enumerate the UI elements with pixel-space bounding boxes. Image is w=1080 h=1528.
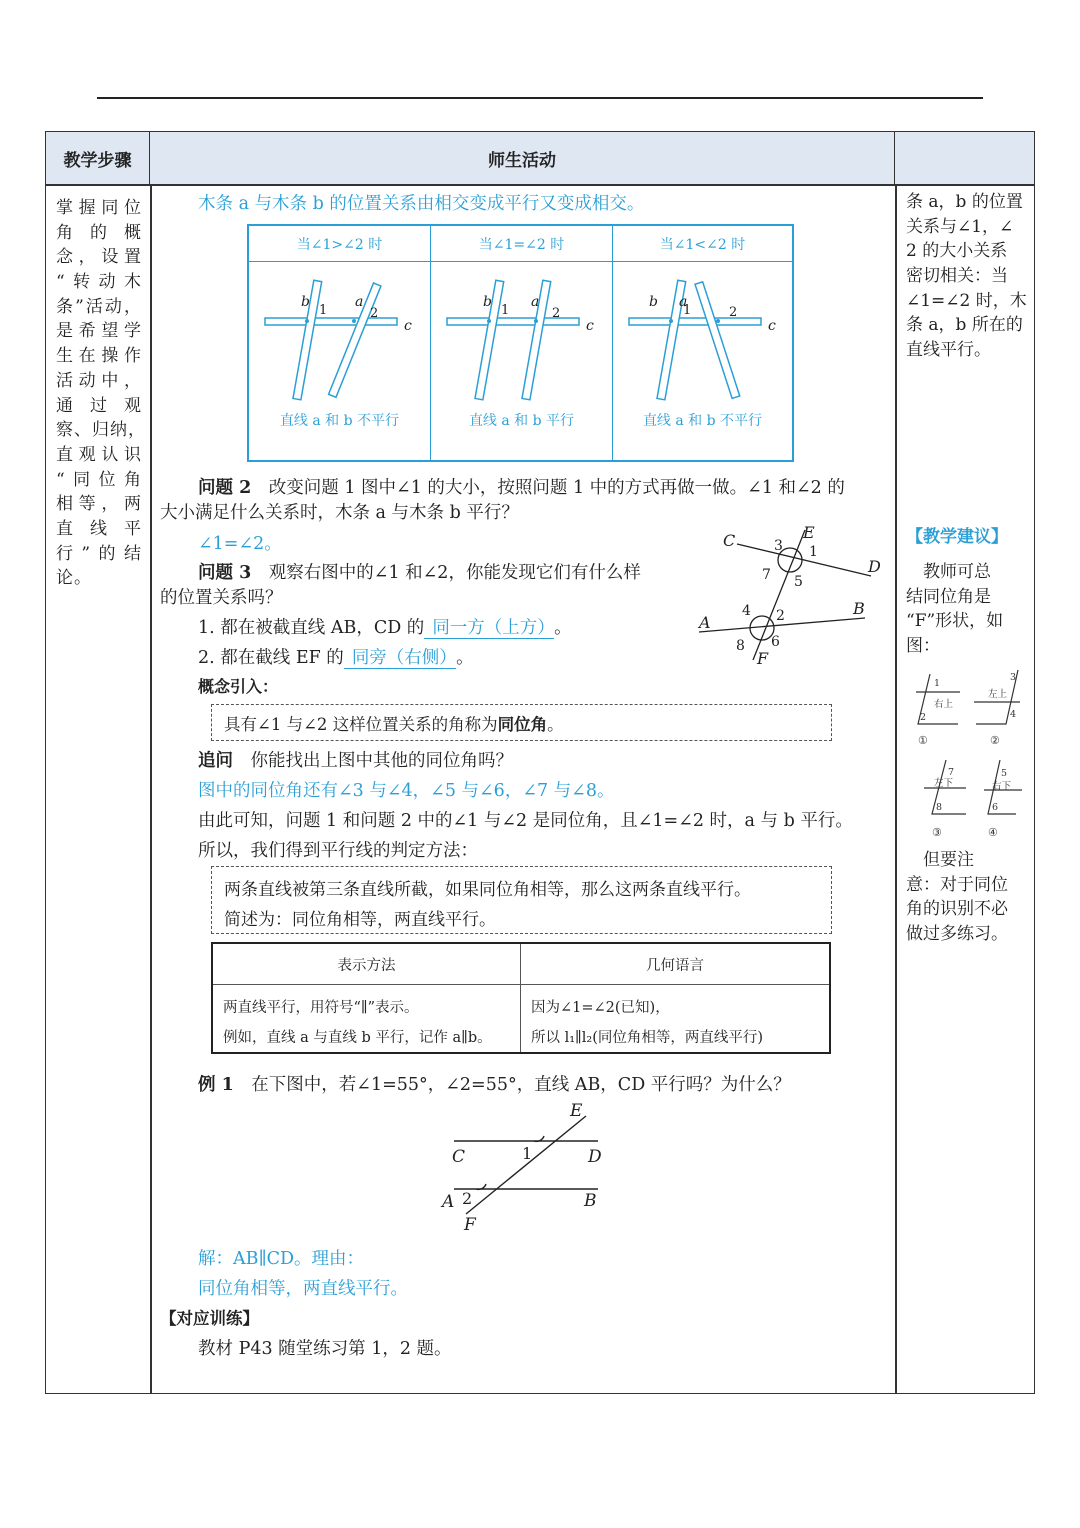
transversal-figure — [695, 522, 890, 672]
label-c: c — [768, 318, 776, 334]
column-divider-1 — [150, 184, 152, 1394]
example-figure — [438, 1096, 618, 1236]
point-a: A — [442, 1192, 455, 1212]
rotating-sticks-figure — [247, 224, 794, 462]
teaching-step-text — [56, 196, 146, 591]
label-a: a — [531, 294, 540, 310]
fig-number: ② — [990, 734, 1000, 747]
angle-1: 1 — [683, 303, 692, 318]
point-f: F — [757, 649, 769, 668]
left-line: 行”的结 — [56, 543, 142, 564]
fig-number: ④ — [988, 826, 998, 839]
question-2-answer: ∠1=∠2。 — [198, 534, 282, 554]
right-line: 密切相关：当 — [906, 266, 1008, 287]
right-line: 但要注 — [906, 850, 974, 870]
follow-up-label: 追问 — [198, 751, 233, 771]
label-a: a — [355, 294, 364, 310]
point-e: E — [570, 1101, 583, 1121]
fig-num: 6 — [992, 802, 999, 813]
point-c: C — [723, 531, 736, 550]
left-line: 直线平 — [56, 518, 142, 539]
left-line: 条”活动， — [56, 296, 142, 317]
concept-definition: 具有∠1 与∠2 这样位置关系的角称为 — [224, 715, 498, 734]
fig-cell — [613, 226, 792, 460]
fig-cell — [431, 226, 613, 460]
teaching-suggestion-title — [906, 525, 1028, 550]
left-line: “转动木 — [56, 272, 142, 293]
left-line: 通过观 — [56, 395, 142, 416]
example-label: 例 1 — [198, 1075, 234, 1095]
left-line: 念，设置 — [56, 247, 142, 268]
angle-5: 5 — [794, 574, 803, 590]
item-1-text: 1. 都在被截直线 AB，CD 的 — [198, 618, 425, 638]
follow-up — [198, 747, 513, 772]
right-line: 教师可总 — [906, 562, 991, 582]
angle-7: 7 — [762, 567, 771, 583]
intro-line: 木条 a 与木条 b 的位置关系由相交变成平行又变成相交。 — [198, 194, 645, 214]
label-a: a — [679, 294, 688, 310]
left-line: 角的概 — [56, 222, 142, 243]
left-line: 活动中， — [56, 370, 142, 391]
fig-caption: 直线 a 和 b 不平行 — [642, 413, 763, 429]
point-e: E — [803, 523, 815, 542]
fig-label: 右下 — [992, 781, 1012, 792]
sticks-diagram-3 — [613, 262, 792, 402]
item-1-answer: 同一方（上方） — [424, 618, 554, 639]
point-d: D — [588, 1147, 602, 1167]
fig-cell-head: 当∠1=∠2 时 — [431, 226, 612, 262]
right-line: 2 的大小关系 — [906, 241, 1008, 262]
fig-label: 左下 — [934, 778, 954, 789]
example-1 — [198, 1071, 791, 1096]
conclusion-2: 所以，我们得到平行线的判定方法： — [198, 841, 478, 861]
sticks-diagram-1 — [249, 262, 431, 402]
point-d: D — [868, 557, 881, 576]
question-3-item-2: 2. 都在截线 EF 的 同旁（右侧） 。 — [198, 648, 474, 668]
fig-num: 4 — [1010, 709, 1017, 720]
conclusion-1: 由此可知，问题 1 和问题 2 中的∠1 与∠2 是同位角，且∠1=∠2 时，a 与 b 平行。 — [198, 811, 853, 831]
follow-up-text: 你能找出上图中其他的同位角吗？ — [250, 751, 513, 771]
item-2-answer: 同旁（右侧） — [344, 648, 456, 669]
item-2-text: 2. 都在截线 EF 的 — [198, 648, 344, 668]
angle-1: 1 — [522, 1144, 533, 1163]
fig-cell-head: 当∠1<∠2 时 — [613, 226, 792, 262]
fig-num: 2 — [920, 712, 927, 723]
point-f: F — [464, 1215, 476, 1235]
point-b: B — [853, 599, 865, 618]
left-line: 是希望学 — [56, 321, 142, 342]
example-text: 在下图中，若∠1=55°，∠2=55°，直线 AB，CD 平行吗？为什么？ — [251, 1075, 791, 1095]
sticks-diagram-2 — [431, 262, 613, 402]
left-line: 掌握同位 — [56, 198, 142, 218]
fig-num: 1 — [934, 678, 941, 689]
fig-num: 3 — [1010, 672, 1017, 683]
notation-header-line — [213, 984, 829, 985]
angle-2: 2 — [462, 1189, 473, 1208]
angle-2: 2 — [370, 306, 379, 321]
point-b: B — [584, 1191, 597, 1211]
teaching-suggestion-text — [906, 560, 1028, 659]
right-line: 直线平行。 — [906, 340, 991, 361]
training-label: 【对应训练】 — [160, 1309, 259, 1328]
angle-1: 1 — [501, 303, 510, 318]
concept-label: 概念引入： — [198, 677, 279, 696]
right-line: 角的识别不必 — [906, 899, 1008, 920]
notation-cell-1b: 例如，直线 a 与直线 b 平行，记作 a∥b。 — [223, 1030, 492, 1046]
angle-1: 1 — [809, 544, 818, 560]
rule-line-1: 两条直线被第三条直线所截，如果同位角相等，那么这两条直线平行。 — [224, 880, 751, 900]
solution-line-1: 解：AB∥CD。理由： — [198, 1249, 365, 1269]
angle-2: 2 — [776, 608, 785, 624]
right-line: 条 a，b 的位置 — [906, 192, 1023, 212]
header-divider — [46, 184, 1034, 186]
left-line: 察、归纳， — [56, 420, 146, 441]
concept-box — [211, 704, 832, 741]
top-rule — [97, 97, 983, 99]
concept-text: 具有∠1 与∠2 这样位置关系的角称为同位角。 — [224, 715, 564, 734]
question-3-item-1: 1. 都在被截直线 AB，CD 的 同一方（上方） 。 — [198, 618, 572, 638]
right-line: 关系与∠1，∠ — [906, 216, 1014, 237]
concept-term: 同位角 — [497, 715, 548, 734]
left-line: 直观认识 — [56, 444, 142, 465]
right-line: 意：对于同位 — [906, 874, 1008, 895]
angle-2: 2 — [729, 305, 738, 320]
angle-2: 2 — [552, 306, 561, 321]
point-a: A — [699, 613, 711, 632]
rule-box — [211, 866, 832, 934]
question-2-text: 改变问题 1 图中∠1 的大小，按照问题 1 中的方式再做一做。∠1 和∠2 的 — [268, 478, 845, 498]
fig-label: 左上 — [988, 689, 1008, 700]
question-2 — [198, 474, 845, 499]
right-line: ∠1=∠2 时，木 — [906, 290, 1027, 311]
notation-cell-2a: 因为∠1=∠2(已知)， — [531, 1000, 670, 1016]
right-line: “F”形状，如 — [906, 611, 1004, 632]
fig-num: 8 — [936, 802, 943, 813]
header-notes — [895, 132, 1034, 184]
solution-line-2: 同位角相等，两直线平行。 — [198, 1279, 408, 1299]
fig-cell-head: 当∠1>∠2 时 — [249, 226, 430, 262]
fig-num: 7 — [948, 767, 955, 778]
fig-num: 5 — [1001, 768, 1008, 779]
left-line: 论。 — [56, 568, 92, 589]
question-2-label: 问题 2 — [198, 478, 252, 498]
label-b: b — [301, 294, 310, 310]
header-teaching-steps: 教学步骤 — [46, 132, 150, 184]
notation-cell-2b: 所以 l₁∥l₂(同位角相等，两直线平行) — [531, 1030, 764, 1046]
label-b: b — [483, 294, 492, 310]
notation-header-1: 表示方法 — [337, 957, 396, 974]
point-c: C — [452, 1147, 466, 1167]
suggest-title-text: 【教学建议】 — [906, 527, 1008, 547]
fig-caption: 直线 a 和 b 不平行 — [279, 413, 400, 429]
label-b: b — [649, 294, 658, 310]
question-3-line2: 的位置关系吗？ — [160, 588, 283, 608]
notation-header-2: 几何语言 — [646, 957, 704, 974]
right-line: 条 a，b 所在的 — [906, 315, 1023, 336]
label-c: c — [586, 318, 594, 334]
right-line: 图： — [906, 636, 940, 657]
question-3-text: 观察右图中的∠1 和∠2，你能发现它们有什么样 — [268, 563, 641, 583]
question-2-line2: 大小满足什么关系时，木条 a 与木条 b 平行？ — [160, 503, 519, 523]
notation-table — [211, 942, 831, 1054]
fig-cell — [249, 226, 431, 460]
follow-up-answer: 图中的同位角还有∠3 与∠4，∠5 与∠6，∠7 与∠8。 — [198, 781, 615, 801]
right-note-bottom — [906, 848, 1028, 947]
left-line: “同位角 — [56, 469, 142, 490]
right-note-top — [906, 190, 1028, 363]
fig-number: ③ — [932, 826, 942, 839]
label-c: c — [404, 318, 412, 334]
header-activities: 师生活动 — [150, 132, 895, 184]
fig-label: 右上 — [934, 699, 954, 710]
angle-1: 1 — [319, 303, 328, 318]
column-divider-2 — [895, 184, 897, 1394]
f-shape-figures — [908, 662, 1032, 844]
angle-3: 3 — [774, 538, 783, 554]
question-3-label: 问题 3 — [198, 563, 252, 583]
rule-line-2: 简述为：同位角相等，两直线平行。 — [224, 910, 496, 930]
notation-cell-1a: 两直线平行，用符号“∥”表示。 — [223, 1000, 419, 1016]
left-line: 相等，两 — [56, 494, 142, 515]
angle-8: 8 — [736, 638, 745, 654]
question-3 — [198, 559, 641, 584]
fig-number: ① — [918, 734, 928, 747]
left-line: 生在操作 — [56, 346, 142, 367]
right-line: 做过多练习。 — [906, 924, 1008, 945]
angle-4: 4 — [742, 603, 751, 619]
angle-6: 6 — [771, 634, 780, 650]
right-line: 结同位角是 — [906, 586, 991, 607]
training-text: 教材 P43 随堂练习第 1，2 题。 — [198, 1339, 452, 1359]
fig-caption: 直线 a 和 b 平行 — [468, 413, 575, 429]
